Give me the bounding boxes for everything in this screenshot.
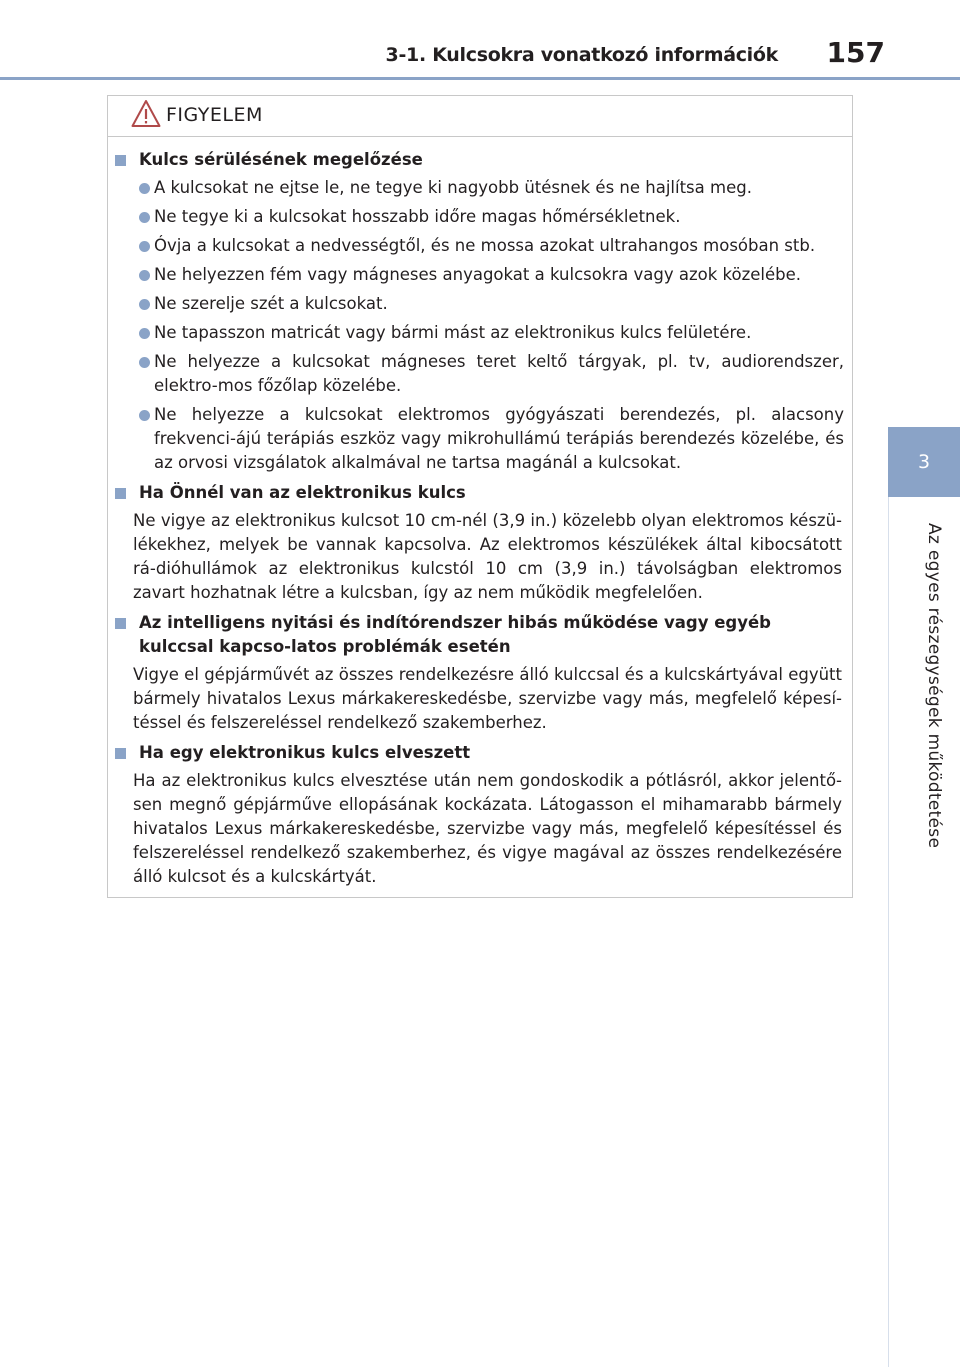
section-paragraph: Vigye el gépjárművét az összes rendelkezésre álló kulccsal és a kulcskártyával együtt bármely hivatalos Lexus márkakereskedésbe, szervizbe vagy más, megfelelő képesí-téssel és felszereléssel rendelkező szakemberhez.	[133, 665, 842, 732]
warning-header	[108, 96, 852, 137]
list-item-text: Ne tapasszon matricát vagy bármi mást az elektronikus kulcs felületére.	[154, 323, 752, 342]
dot-bullet-icon	[139, 183, 150, 194]
dot-bullet-icon	[139, 270, 150, 281]
chapter-title: Az egyes részegységek működtetése	[924, 523, 944, 849]
warning-box	[107, 95, 853, 898]
list-item	[108, 292, 844, 316]
section-title-text: Kulcs sérülésének megelőzése	[139, 150, 423, 169]
list-item-text: Ne tegye ki a kulcsokat hosszabb időre magas hőmérsékletnek.	[154, 207, 681, 226]
list-item	[108, 234, 844, 258]
list-item-text: Ne helyezze a kulcsokat elektromos gyógyászati berendezés, pl. alacsony frekvenci-ájú terápiás eszköz vagy mikrohullámú terápiás berendezés közelébe, és az orvosi vizsgálatok alkalmával ne tartsa magánál a kulcsokat.	[154, 405, 844, 472]
section-malfunction	[108, 611, 852, 735]
warning-triangle-icon	[131, 99, 161, 133]
section-title-text: Ha egy elektronikus kulcs elveszett	[139, 743, 471, 762]
dot-bullet-icon	[139, 212, 150, 223]
dot-bullet-icon	[139, 410, 150, 421]
square-bullet-icon	[115, 618, 126, 629]
section-paragraph: Ha az elektronikus kulcs elvesztése után nem gondoskodik a pótlásról, akkor jelentő-sen megnő gépjárműve ellopásának kockázata. Látogasson el mihamarabb bármely hivatalos Lexus márkakereskedésbe, szervizbe vagy más, megfelelő képesítéssel és felszereléssel rendelkező szakemberhez, és vigye magával az összes rendelkezésére álló kulcsot és a kulcskártyát.	[133, 771, 842, 886]
dot-bullet-icon	[139, 241, 150, 252]
warning-body	[108, 148, 852, 895]
section-title	[115, 148, 815, 172]
header-divider	[0, 77, 960, 80]
dot-bullet-icon	[139, 357, 150, 368]
list-item-text: Ne szerelje szét a kulcsokat.	[154, 294, 388, 313]
square-bullet-icon	[115, 748, 126, 759]
list-item	[108, 176, 844, 200]
chapter-tab[interactable]	[888, 427, 960, 497]
square-bullet-icon	[115, 155, 126, 166]
section-title	[115, 481, 815, 505]
list-item-text: Óvja a kulcsokat a nedvességtől, és ne mossa azokat ultrahangos mosóban stb.	[154, 236, 816, 255]
section-title-text: Ha Önnél van az elektronikus kulcs	[139, 483, 466, 502]
list-item	[108, 263, 844, 287]
list-item	[108, 321, 844, 345]
section-paragraph: Ne vigye az elektronikus kulcsot 10 cm-nél (3,9 in.) közelebb olyan elektromos készü-lékekhez, melyek be vannak kapcsolva. Az elektromos készülékek által kibocsátott rá-dióhullámok az elektronikus kulcstól 10 cm (3,9 in.) távolságban elektromos zavart hozhatnak létre a kulcsban, így az nem működik megfelelően.	[133, 511, 842, 602]
section-key-damage	[108, 148, 852, 475]
list-item-text: A kulcsokat ne ejtse le, ne tegye ki nagyobb ütésnek és ne hajlítsa meg.	[154, 178, 752, 197]
section-title	[115, 741, 815, 765]
list-item	[108, 403, 844, 475]
section-lost-key	[108, 741, 852, 889]
dot-bullet-icon	[139, 299, 150, 310]
bullet-list	[108, 176, 852, 475]
square-bullet-icon	[115, 488, 126, 499]
section-electronic-key	[108, 481, 852, 605]
header-section-title: 3-1. Kulcsokra vonatkozó információk	[385, 44, 778, 66]
list-item	[108, 205, 844, 229]
list-item-text: Ne helyezzen fém vagy mágneses anyagokat a kulcsokra vagy azok közelébe.	[154, 265, 802, 284]
chapter-number: 3	[917, 451, 931, 473]
section-title-text: Az intelligens nyitási és indítórendszer hibás működése vagy egyéb kulccsal kapcso-latos problémák esetén	[139, 613, 771, 656]
section-title	[115, 611, 815, 659]
list-item	[108, 350, 844, 398]
page-number: 157	[826, 36, 885, 69]
warning-label: FIGYELEM	[166, 104, 263, 126]
list-item-text: Ne helyezze a kulcsokat mágneses teret keltő tárgyak, pl. tv, audiorendszer, elektro-mos főzőlap közelébe.	[154, 352, 844, 395]
dot-bullet-icon	[139, 328, 150, 339]
